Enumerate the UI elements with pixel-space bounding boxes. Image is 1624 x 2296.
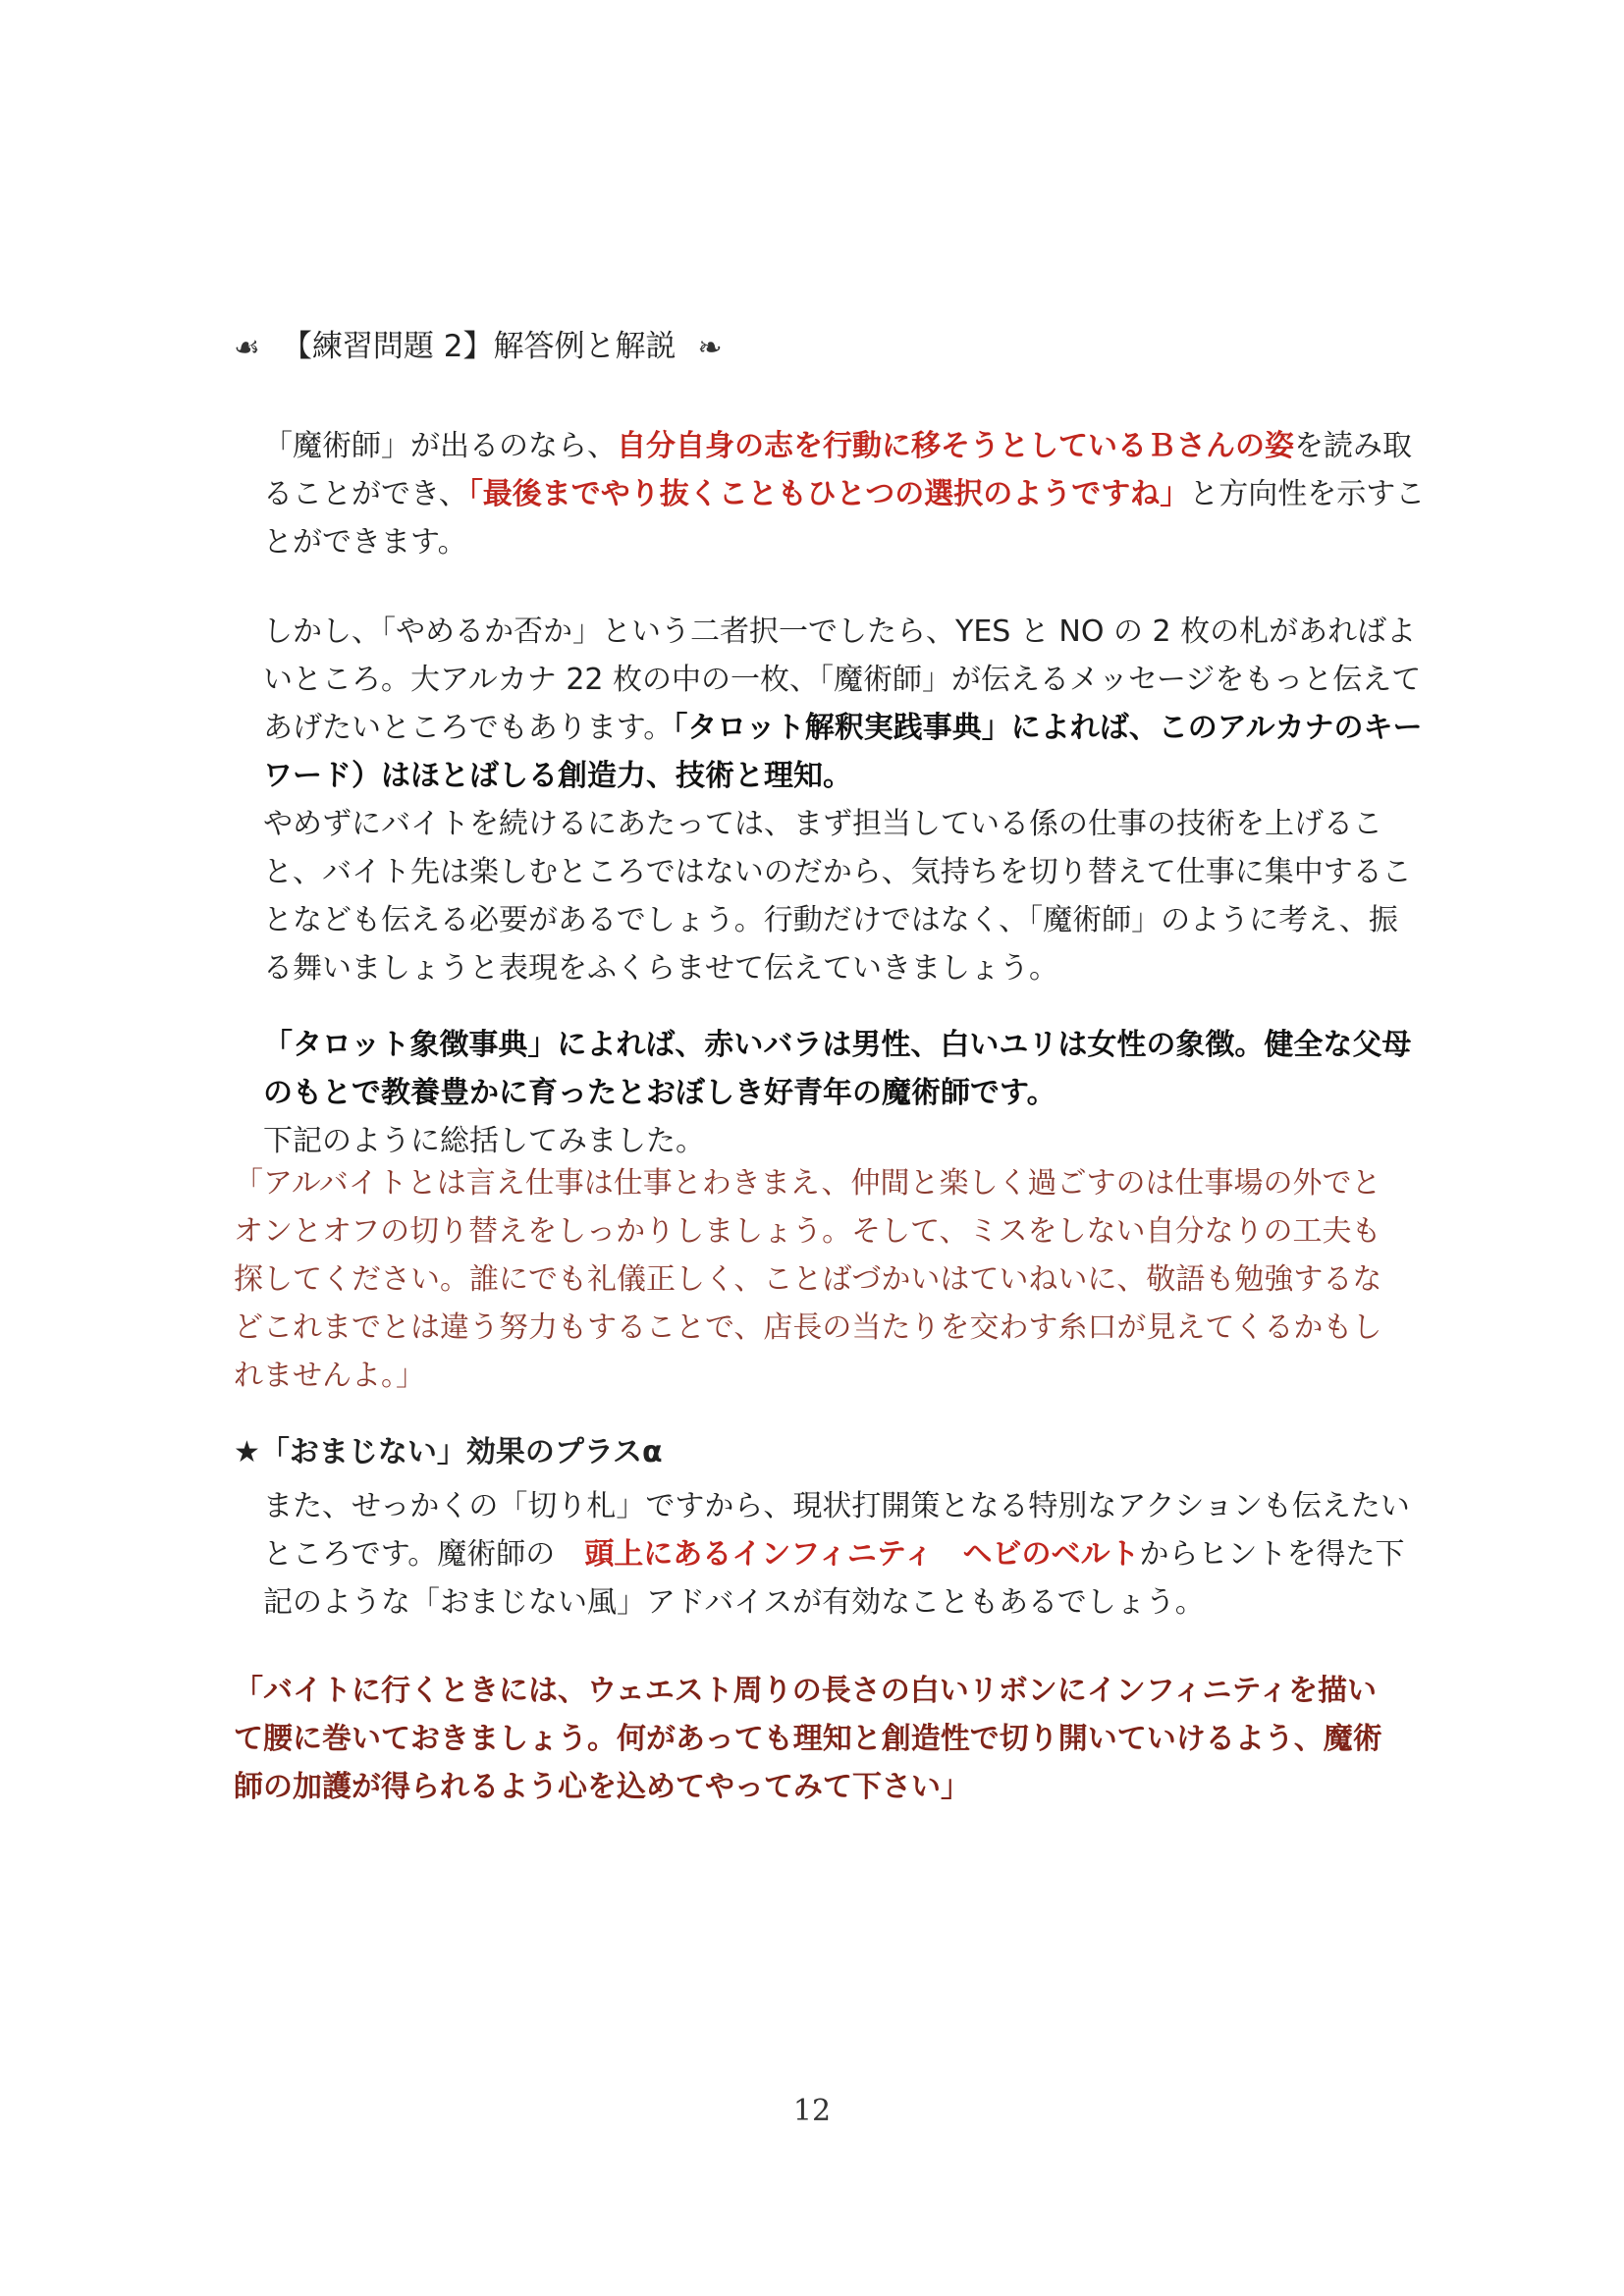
- section-heading-text: 【練習問題 2】解答例と解説: [281, 329, 677, 364]
- paragraph-text: また、せっかくの「切り札」ですから、現状打開策となる特別なアクションも伝えたいところです。魔術師の: [263, 1489, 1410, 1572]
- advice-quote: 「アルバイトとは言え仕事は仕事とわきまえ、仲間と楽しく過ごすのは仕事場の外でとオンとオフの切り替えをしっかりしましょう。そして、ミスをしない自分なりの工夫も探してください。誰にでも礼儀正しく、ことばづかいはていねいに、敬語も勉強するなどこれまでとは違う努力もすることで、店長の当たりを交わす糸口が見えてくるかもしれませんよ。」: [234, 1166, 1382, 1393]
- section-heading: [234, 322, 1396, 373]
- charm-quote: 「バイトに行くときには、ウェエスト周りの長さの白いリボンにインフィニティを描いて腰に巻いておきましょう。何があっても理知と創造性で切り開いていけるよう、魔術師の加護が得られるよう心を込めてやってみて下さい」: [234, 1674, 1382, 1804]
- fleuron-left-icon: ☙: [234, 330, 260, 365]
- paragraph-however: [234, 608, 1426, 992]
- star-heading: ★「おまじない」効果のプラスα: [234, 1435, 663, 1469]
- bold-text: 「タロット解釈実践事典」によれば、このアルカナのキーワード）はほとばしる創造力、技術と理知。: [263, 711, 1423, 793]
- paragraph-text: 下記のように総括してみました。: [263, 1124, 705, 1158]
- highlight-text: 自分自身の志を行動に移そうとしているＢさんの姿: [617, 429, 1294, 463]
- paragraph-charm: [234, 1482, 1426, 1627]
- bold-text: 「タロット象徴事典」によれば、赤いバラは男性、白いユリは女性の象徴。健全な父母のもとで教養豊かに育ったとおぼしき好青年の魔術師です。: [263, 1028, 1412, 1110]
- paragraph-magician: [234, 422, 1426, 566]
- paragraph-text: と方向性を示すことができます。: [263, 477, 1426, 560]
- paragraph-symbol-dictionary: [234, 1021, 1426, 1165]
- highlight-text: 頭上にあるインフィニティ ヘビのベルト: [584, 1537, 1140, 1572]
- paragraph-text: を読み取ることができ、: [263, 429, 1412, 511]
- page-number: 12: [792, 2094, 832, 2128]
- paragraph-text: しかし、「やめるか否か」という二者択一でしたら、YES と NO の 2 枚の札があればよいところ。大アルカナ 22 枚の中の一枚、「魔術師」が伝えるメッセージをもっと伝えてあげたいところでもあります。: [263, 614, 1422, 745]
- highlight-text: 「最後までやり抜くこともひとつの選択のようですね」: [467, 477, 1190, 511]
- paragraph-text: 「魔術師」が出るのなら、: [263, 429, 617, 463]
- paragraph-text: やめずにバイトを続けるにあたっては、まず担当している係の仕事の技術を上げること、バイト先は楽しむところではないのだから、気持ちを切り替えて仕事に集中することなども伝える必要があるでしょう。行動だけではなく、「魔術師」のように考え、振る舞いましょうと表現をふくらませて伝えていきましょう。: [263, 807, 1412, 986]
- fleuron-right-icon: ❧: [697, 330, 723, 365]
- paragraph-text: からヒントを得た下記のような「おまじない風」アドバイスが有効なこともあるでしょう。: [263, 1537, 1405, 1620]
